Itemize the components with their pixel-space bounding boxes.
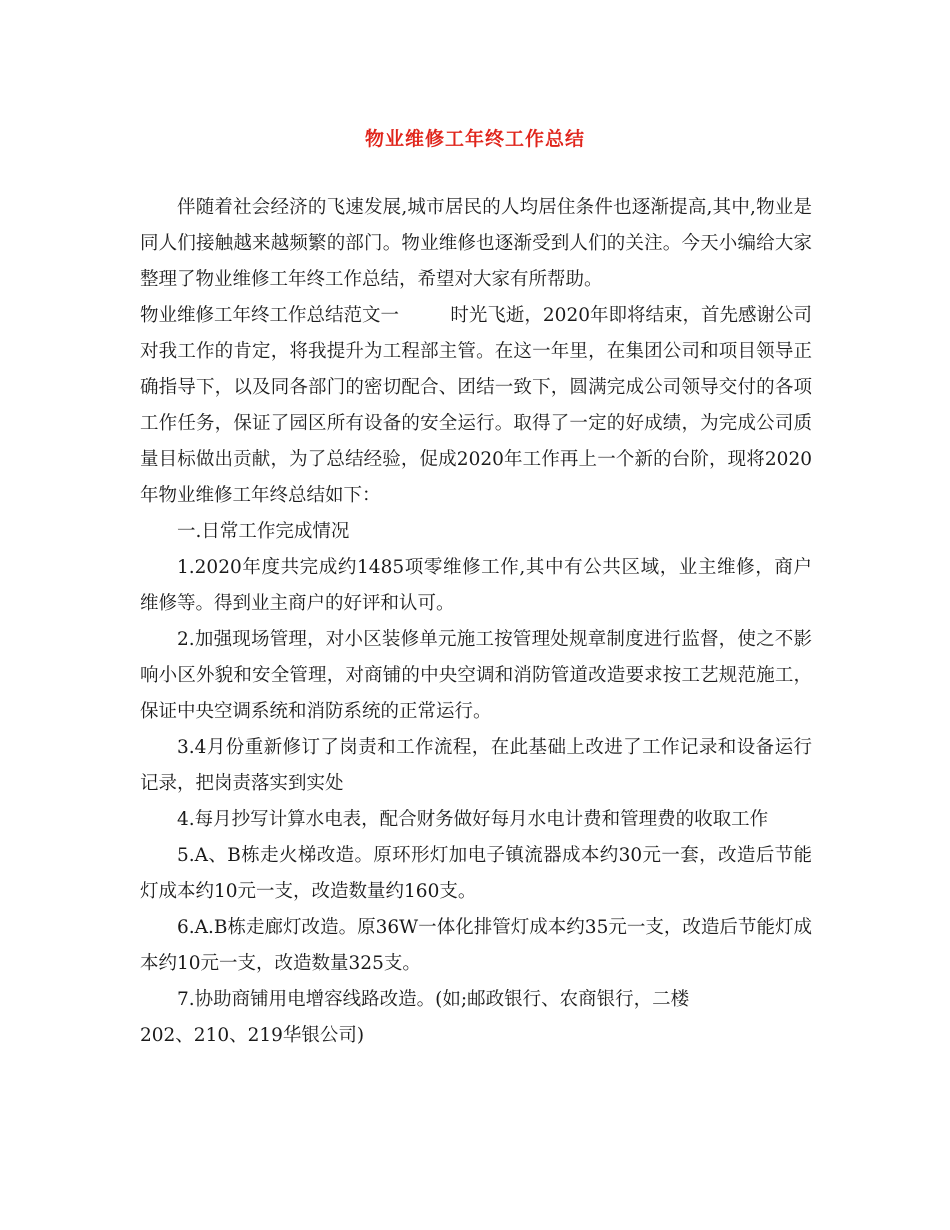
sample-heading-line [140,298,812,334]
list-item-7-line-1: 7.协助商铺用电增容线路改造。(如;邮政银行、农商银行，二楼 [177,989,690,1010]
list-item: 6.A.B栋走廊灯改造。原36W一体化排管灯成本约35元一支，改造后节能灯成本约10元一支，改造数量325支。 [140,917,812,974]
list-item-7-line-2: 202、210、219华银公司) [140,1025,365,1046]
list-item: 1.2020年度共完成约1485项零维修工作,其中有公共区域，业主维修，商户维修等。得到业主商户的好评和认可。 [140,557,812,614]
document-body [140,190,812,1054]
list-item: 2.加强现场管理，对小区装修单元施工按管理处规章制度进行监督，使之不影响小区外貌和安全管理，对商铺的中央空调和消防管道改造要求按工艺规范施工，保证中央空调系统和消防系统的正常运行。 [140,629,812,722]
sample-start: 时光飞逝，2020年即将结束，首先感谢公司 [450,305,812,326]
section-heading: 一.日常工作完成情况 [177,521,350,542]
list-item: 5.A、B栋走火梯改造。原环形灯加电子镇流器成本约30元一套，改造后节能灯成本约10元一支，改造数量约160支。 [140,845,812,902]
sample-label: 物业维修工年终工作总结范文一 [140,305,400,326]
document-title: 物业维修工年终工作总结 [364,128,585,150]
list-item: 3.4月份重新修订了岗责和工作流程，在此基础上改进了工作记录和设备运行记录，把岗责落实到实处 [140,737,812,794]
list-item: 4.每月抄写计算水电表，配合财务做好每月水电计费和管理费的收取工作 [177,809,769,830]
intro-paragraph: 伴随着社会经济的飞速发展,城市居民的人均居住条件也逐渐提高,其中,物业是同人们接触越来越频繁的部门。物业维修也逐渐受到人们的关注。今天小编给大家整理了物业维修工年终工作总结，希望对大家有所帮助。 [140,197,812,290]
sample-paragraph: 对我工作的肯定，将我提升为工程部主管。在这一年里，在集团公司和项目领导正确指导下，以及同各部门的密切配合、团结一致下，圆满完成公司领导交付的各项工作任务，保证了园区所有设备的安全运行。取得了一定的好成绩，为完成公司质量目标做出贡献，为了总结经验，促成2020年工作再上一个新的台阶，现将2020年物业维修工年终总结如下： [140,341,812,506]
